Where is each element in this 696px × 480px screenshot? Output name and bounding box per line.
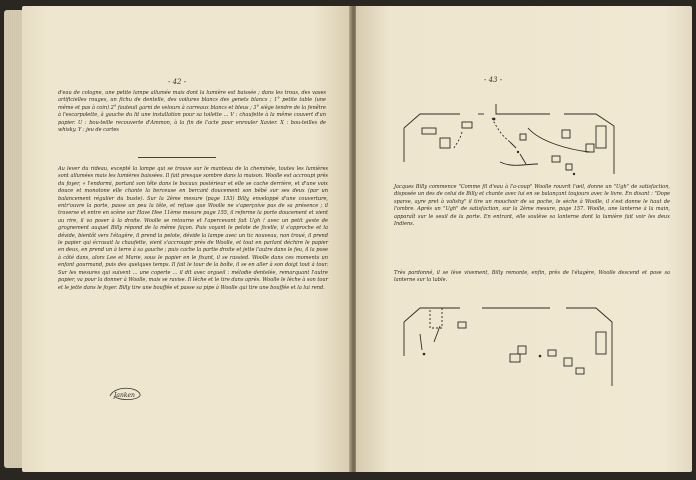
signature-text: Janken	[114, 392, 135, 399]
stage-diagram-2	[400, 294, 640, 394]
right-page	[356, 6, 692, 472]
section-divider	[138, 157, 216, 158]
left-page	[22, 6, 352, 472]
right-text-block-2	[394, 270, 670, 285]
right-paragraph-1: Jacques Billy commence "Comme fil d'eau à l'a-coup" Woolle rouvrit l'œil, donne un "Ugh" de satisfaction, disposée un des de celui de Billy et chante avec lui en se balançant toujours avec le livre. En disant : "Dope sparse, ayre pret à volishy" il tire un mouchoir de sa poche, le sèche à Woolle, il s'est donne le haut de l'ombre. Après un "Ugh" de satisfaction, sur la 2ème mesure, page 157. Woolle, une lanterne à la main, apparaît sur le seuil de la porte. En entrant, elle soulève sa lanterne dont la lumière fait voir les deux Indiens.	[394, 184, 670, 228]
stage-diagram-1	[400, 92, 640, 182]
page-edges	[4, 10, 24, 468]
left-text-block-1	[58, 90, 326, 134]
right-text-block-1	[394, 184, 670, 228]
right-page-number: - 43 -	[484, 76, 503, 84]
signature-flourish	[106, 384, 146, 404]
right-paragraph-2: Très pardonné, il se lève vivement, Billy remonte, enfin, près de l'étagère, Woolle descend et pose sa lanterne sur la table.	[394, 270, 670, 284]
left-text-block-2	[58, 166, 328, 292]
left-paragraph-2: Au lever du rideau, excepté la lampe qui se trouve sur le manteau de la cheminée, toutes les lumières sont allumées mais les lumières baissées. Il fait presque sombre dans la maison. Woolle est accroupi près du foyer, « l'endormi, portant son tête dans le bocaux postérieur et elle se cache derrière, et d'une voix douce et monotone elle chante la berceuse en bercant doucement son bébé sur ses deux (par un balancement régulier du buste). Sur la 2ème mesure (page 153) Billy, enveloppé d'une couverture, entr'ouvre la porte, passe un peu la tête, et refuse que Woolle ne s'aperçoive pas de sa présence ; il traverse et entre en scène sur Have Hee 11ème mesure page 155, il referme la porte doucement et vient au rire, il va poser à la droite. Woolle se retourne et l'apercevant fait Ugh ! avec un petit geste de grognement auquel Billy répond de la même façon. Puis voyant le pelote de ficelle, il s'approche et la dévide, bientôt vers l'étagère, il prend la pelote, dévide la lampe avec un tic nouveau, non troué, il prend le papier qui écrasait la chaufette, vient s'accroupir près de Woolle, et tout en parlant déchire le papier en deux, en prend un à terre à sa gauche ; puis cache la partie droite et jette l'autre dans le feu, il la pose à côté dans, alors Lee et Marie, sous le papier en le fixant, il se rassied. Woolle dans ces moments un enfant gourmand, puis des quelques temps. Il fait le tour de la boîte, il se en aller à son doigt tout à tour. Sur les mesures qui suivent ... une coperte ... il dit avec orgueil : mélodie dentelée, remarquant l'autre papier, va pour la donner à Woolle, mais se ravise. Il lèche et le tire dans après. Woolle le lèche à son tour et le jette dans le foyer. Billy tire une bouffée et passe sa pipe à Woolle qui tire une bouffée et la lui rend.	[58, 166, 328, 291]
left-paragraph-1: d'eau de cologne, une petite lampe allumée mais dont la lumière est baissée ; dans les trous, des vases artificielles rouges, un fichu de dentelle, des voilures blancs des genets blancs ; 1° petite table (une même et pas à coin) 2° fauteuil garni de velours à carreaux blancs et bleus ; 3° siège tendre de la fenêtre à l'escarpolette, à gauche du lit une installation pour sa toilette ... V : chaufette à la même couvert d'un papier. U : bou-teille recouverte d'Ammon, à la fin de l'acte pour enrouler Xavier. X : bou-teilles de whisky. Y : jeu de cartes	[58, 90, 326, 134]
left-page-number: - 42 -	[168, 78, 187, 86]
